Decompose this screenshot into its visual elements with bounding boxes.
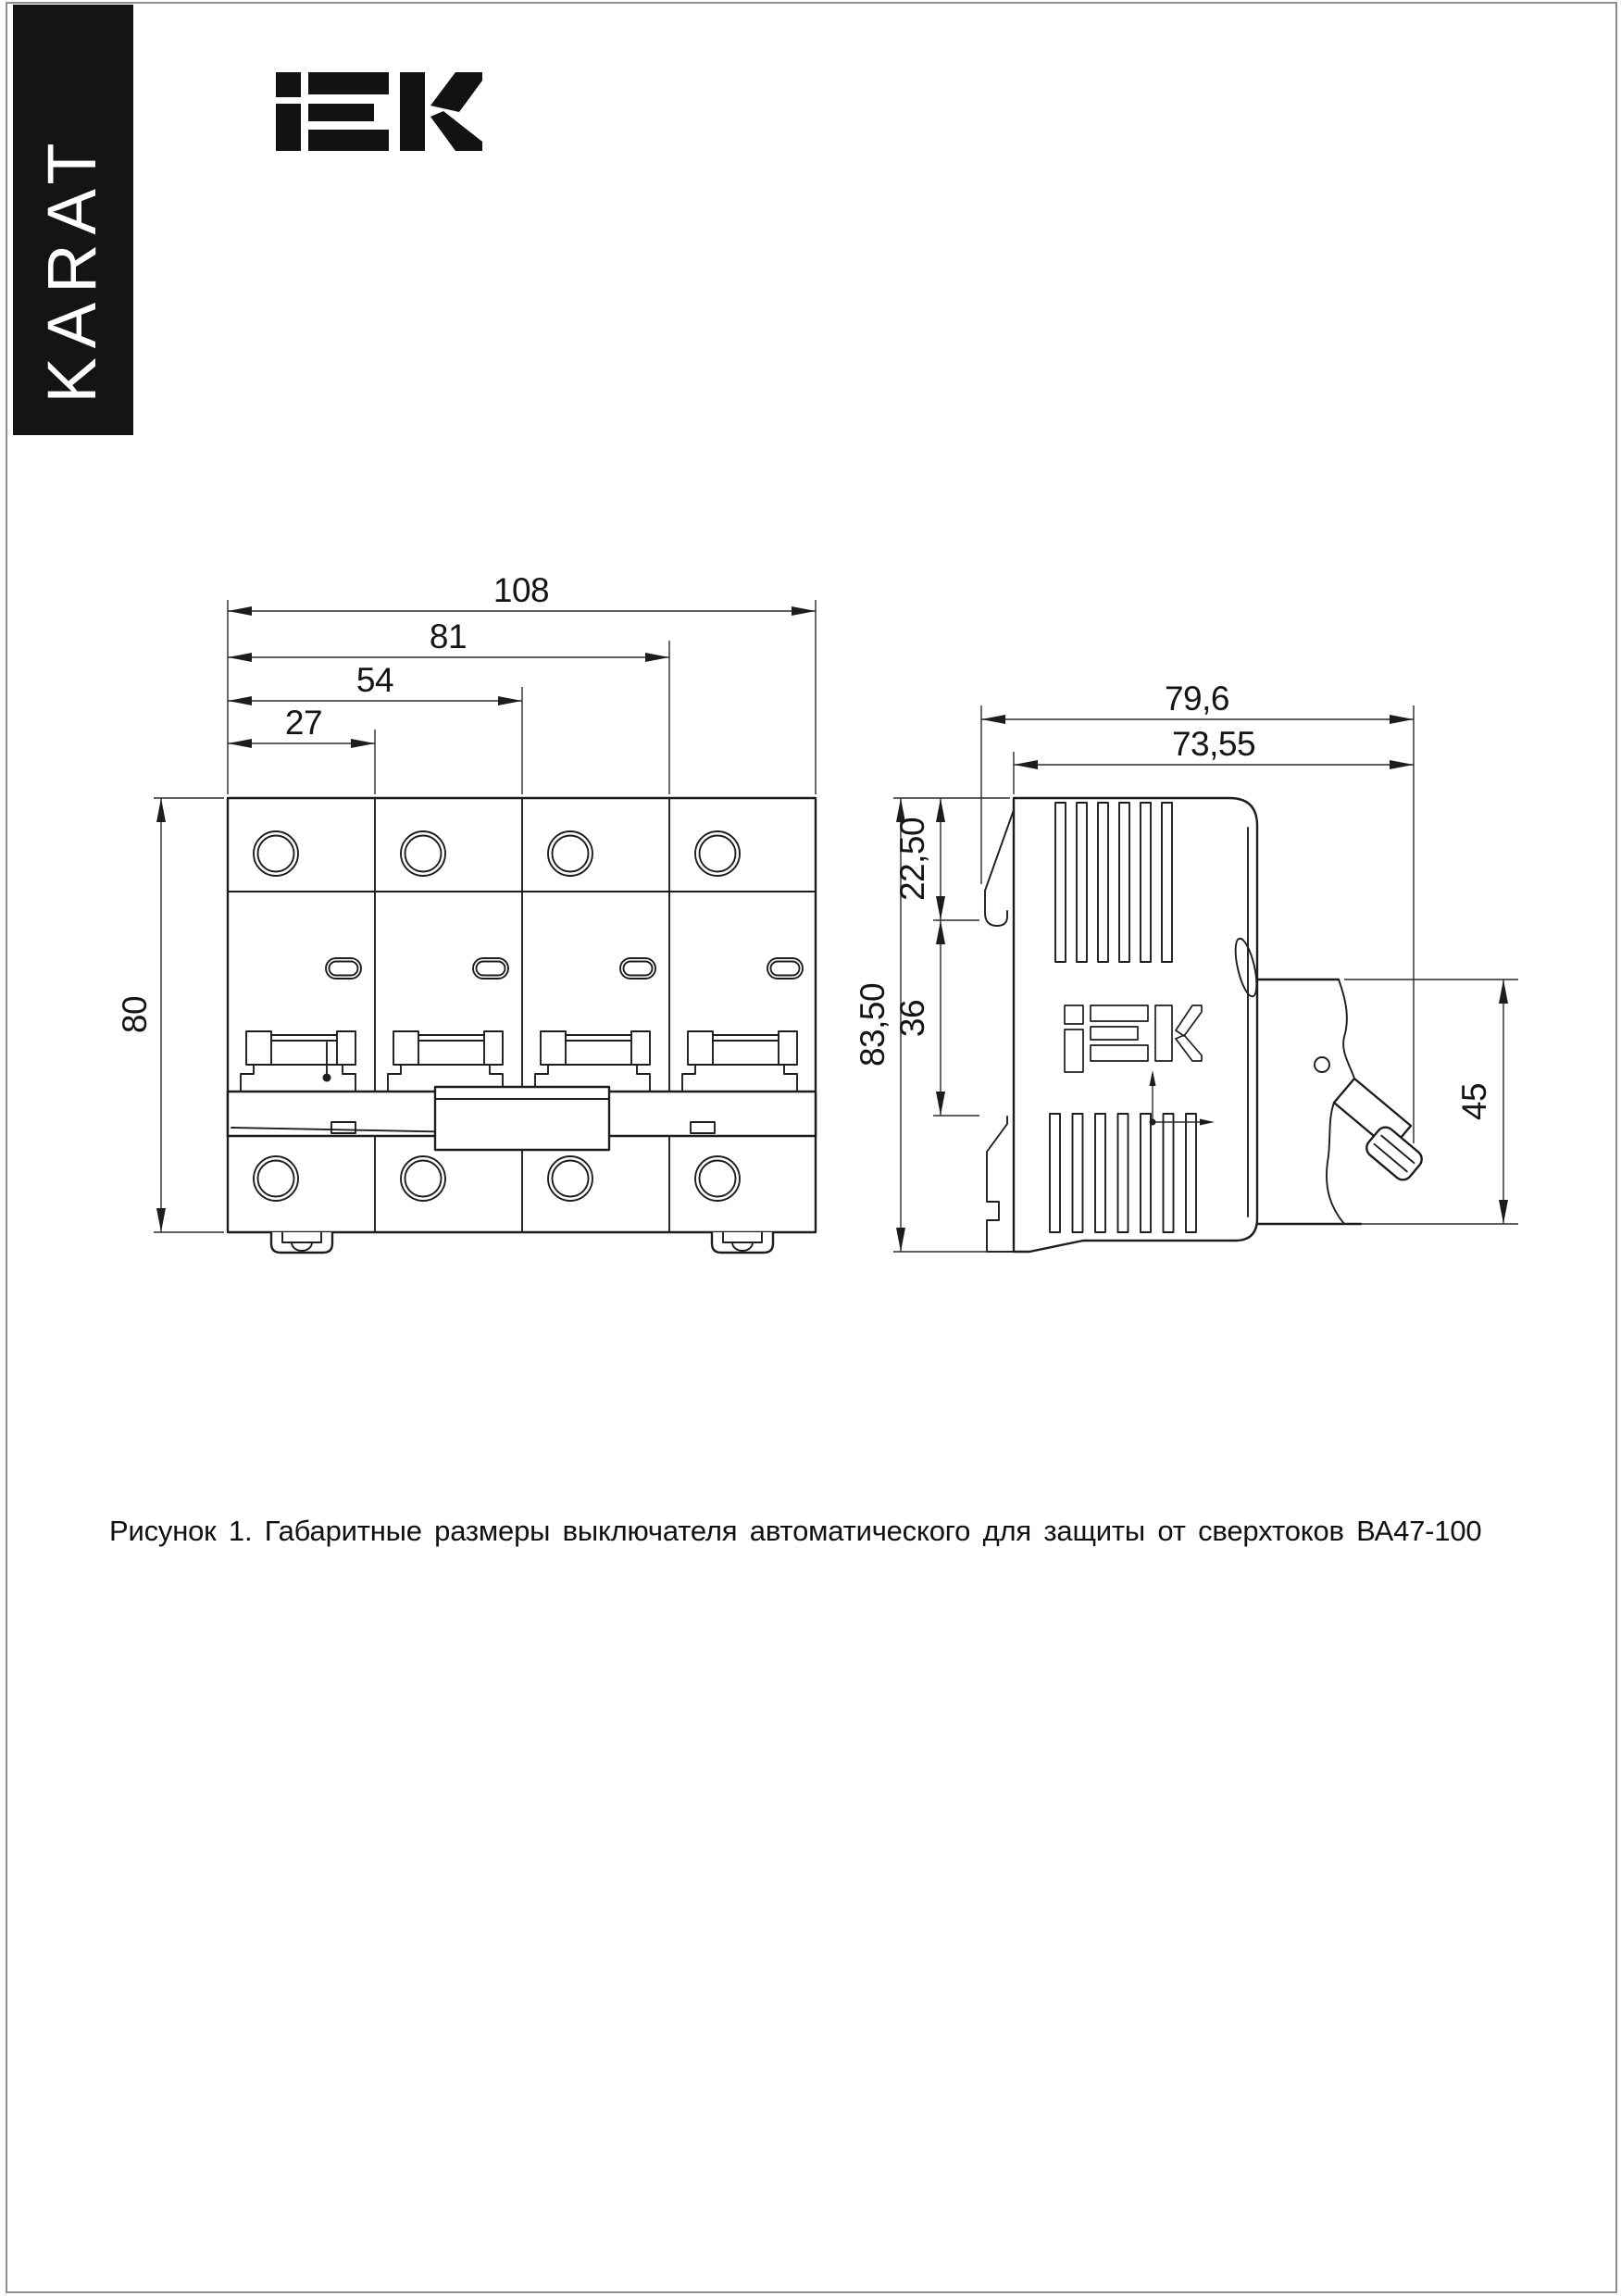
karat-banner (13, 5, 133, 435)
dim-side-depth-total: 79,6 (1164, 680, 1230, 718)
dim-side-front-height: 45 (1455, 1082, 1493, 1121)
dim-side-rail-recess: 36 (893, 999, 931, 1038)
common-toggle-handle (435, 1087, 609, 1150)
dim-front-width-3: 81 (429, 618, 468, 655)
karat-label: KARAT (33, 133, 110, 404)
din-clip-left (271, 1232, 332, 1253)
side-view (985, 798, 1426, 1252)
dim-front-height: 80 (116, 995, 154, 1034)
din-rail-profile (985, 810, 1014, 1252)
figure-caption: Рисунок 1. Габаритные размеры выключателя автоматического для защиты от сверхтоков ВА47-100 (109, 1515, 1482, 1547)
iek-logo (276, 72, 482, 151)
dim-front-width-total: 108 (493, 571, 550, 609)
din-clip-right (712, 1232, 773, 1253)
dim-side-depth-body: 73,55 (1171, 725, 1256, 763)
dim-front-width-1: 27 (284, 704, 323, 742)
dim-side-height-total: 83,50 (854, 982, 892, 1067)
dim-side-top-to-rail: 22,50 (893, 817, 931, 902)
front-view (228, 798, 816, 1253)
dim-front-width-2: 54 (355, 661, 394, 699)
toggle-lever (1334, 1079, 1426, 1183)
